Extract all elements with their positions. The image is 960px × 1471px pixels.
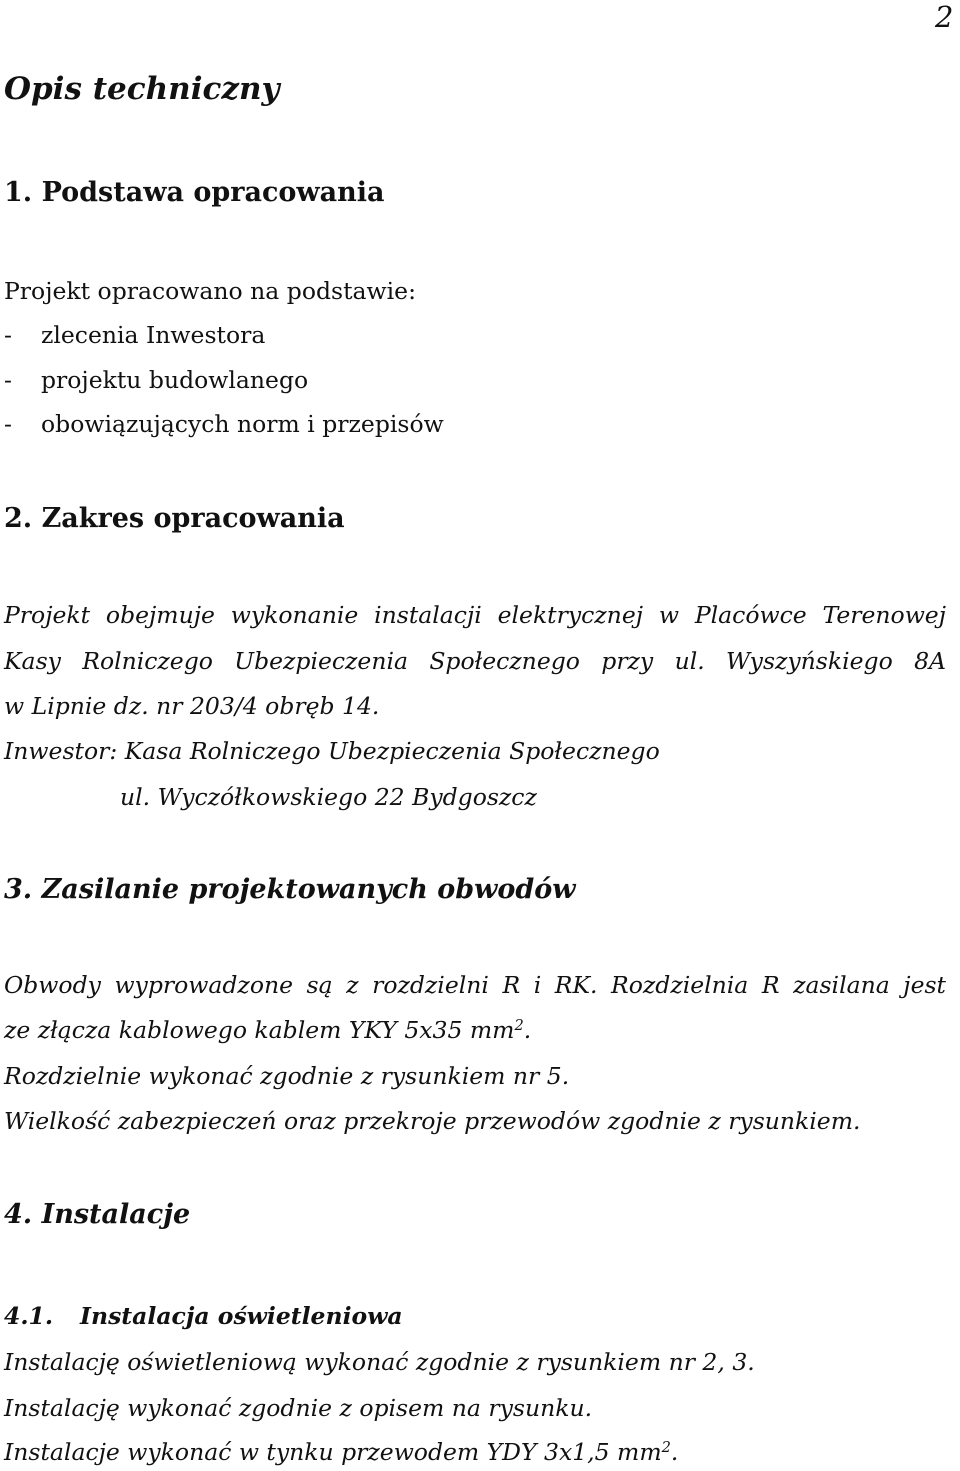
document-title: Opis techniczny bbox=[4, 71, 280, 107]
section-2-text-line: Kasy Rolniczego Ubezpieczenia Społecznego przy ul. Wyszyńskiego 8A bbox=[4, 647, 946, 675]
section-2-heading: 2. Zakres opracowania bbox=[4, 503, 345, 534]
subsection-4-1-text-line: Instalacje wykonać w tynku przewodem YDY 3x1,5 $mm^2$. bbox=[4, 1438, 679, 1466]
list-item: - projektu budowlanego bbox=[4, 366, 309, 394]
list-item-text: projektu budowlanego bbox=[41, 366, 309, 394]
investor-line: Inwestor: Kasa Rolniczego Ubezpieczenia Społecznego bbox=[4, 737, 660, 765]
subsection-4-1-text-line: Instalację wykonać zgodnie z opisem na rysunku. bbox=[4, 1394, 593, 1422]
section-3-heading: 3. Zasilanie projektowanych obwodów bbox=[4, 874, 576, 905]
subsection-4-1-title: Instalacja oświetleniowa bbox=[80, 1302, 403, 1330]
page-number: 2 bbox=[935, 0, 954, 34]
section-1-heading: 1. Podstawa opracowania bbox=[4, 177, 385, 208]
list-item-text: obowiązujących norm i przepisów bbox=[41, 410, 444, 438]
section-1-intro: Projekt opracowano na podstawie: bbox=[4, 277, 416, 305]
section-2-text-line: w Lipnie dz. nr 203/4 obręb 14. bbox=[4, 692, 380, 720]
investor-address: ul. Wyczółkowskiego 22 Bydgoszcz bbox=[120, 783, 537, 811]
section-4-heading: 4. Instalacje bbox=[4, 1199, 191, 1230]
subsection-4-1-text-line: Instalację oświetleniową wykonać zgodnie z rysunkiem nr 2, 3. bbox=[4, 1348, 755, 1376]
section-3-text-line: ze złącza kablowego kablem YKY 5x35 $mm^2$. bbox=[4, 1016, 532, 1044]
list-item: - obowiązujących norm i przepisów bbox=[4, 410, 444, 438]
section-3-text-line: Obwody wyprowadzone są z rozdzielni R i RK. Rozdzielnia R zasilana jest bbox=[4, 971, 946, 999]
section-3-text-line: Wielkość zabezpieczeń oraz przekroje przewodów zgodnie z rysunkiem. bbox=[4, 1107, 861, 1135]
section-2-text-line: Projekt obejmuje wykonanie instalacji elektrycznej w Placówce Terenowej bbox=[4, 601, 946, 629]
list-item: - zlecenia Inwestora bbox=[4, 321, 266, 349]
subsection-4-1-number: 4.1. bbox=[4, 1302, 54, 1330]
list-item-text: zlecenia Inwestora bbox=[41, 321, 266, 349]
section-3-text-line: Rozdzielnie wykonać zgodnie z rysunkiem nr 5. bbox=[4, 1062, 570, 1090]
